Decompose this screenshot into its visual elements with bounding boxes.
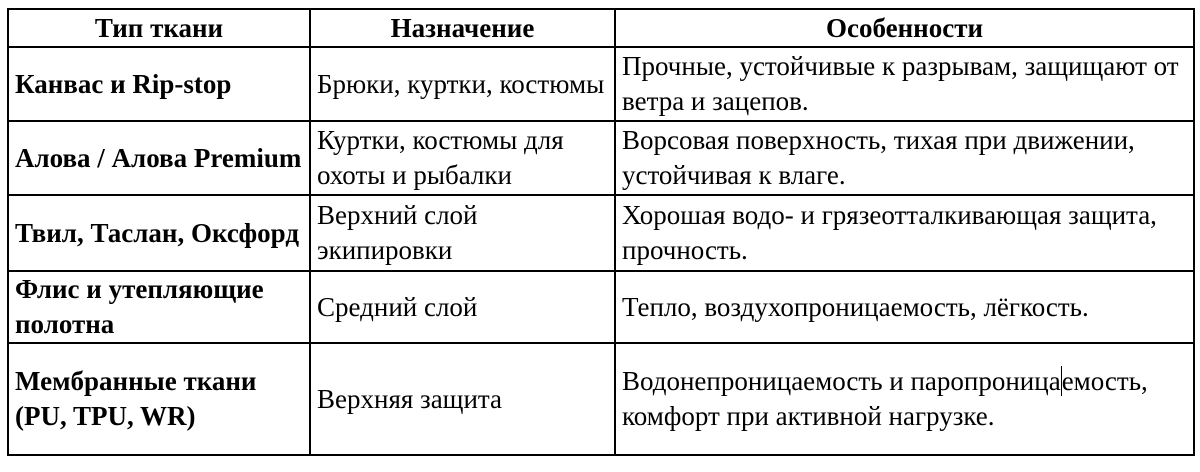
table-row <box>8 343 1194 455</box>
cell-features[interactable]: Ворсовая поверхность, тихая при движении, устойчивая к влаге. <box>615 121 1194 195</box>
cell-type[interactable]: Твил, Таслан, Оксфорд <box>8 195 310 271</box>
cell-purpose[interactable]: Брюки, куртки, костюмы <box>310 47 615 121</box>
features-text-after-cursor: емость, комфорт при активной нагрузке. <box>622 366 1148 431</box>
table-row <box>8 195 1194 271</box>
cell-features[interactable]: Тепло, воздухопроницаемость, лёгкость. <box>615 271 1194 343</box>
cell-type[interactable]: Флис и утепляющие полотна <box>8 271 310 343</box>
features-text-before-cursor: Водонепроницаемость и паропроница <box>622 366 1061 396</box>
cell-type[interactable]: Алова / Алова Premium <box>8 121 310 195</box>
header-features: Особенности <box>615 9 1194 47</box>
table-row <box>8 47 1194 121</box>
table-row <box>8 271 1194 343</box>
fabric-table <box>7 8 1195 456</box>
cell-features[interactable]: Хорошая водо- и грязеотталкивающая защита, прочность. <box>615 195 1194 271</box>
cell-purpose[interactable]: Верхний слой экипировки <box>310 195 615 271</box>
cell-purpose[interactable]: Верхняя защита <box>310 343 615 455</box>
table-row <box>8 121 1194 195</box>
cell-type[interactable]: Мембранные ткани (PU, TPU, WR) <box>8 343 310 455</box>
cell-features[interactable]: Прочные, устойчивые к разрывам, защищают от ветра и зацепов. <box>615 47 1194 121</box>
header-type: Тип ткани <box>8 9 310 47</box>
header-purpose: Назначение <box>310 9 615 47</box>
cell-type[interactable]: Канвас и Rip-stop <box>8 47 310 121</box>
cell-features[interactable] <box>615 343 1194 455</box>
header-row <box>8 9 1194 47</box>
cell-purpose[interactable]: Средний слой <box>310 271 615 343</box>
cell-purpose[interactable]: Куртки, костюмы для охоты и рыбалки <box>310 121 615 195</box>
